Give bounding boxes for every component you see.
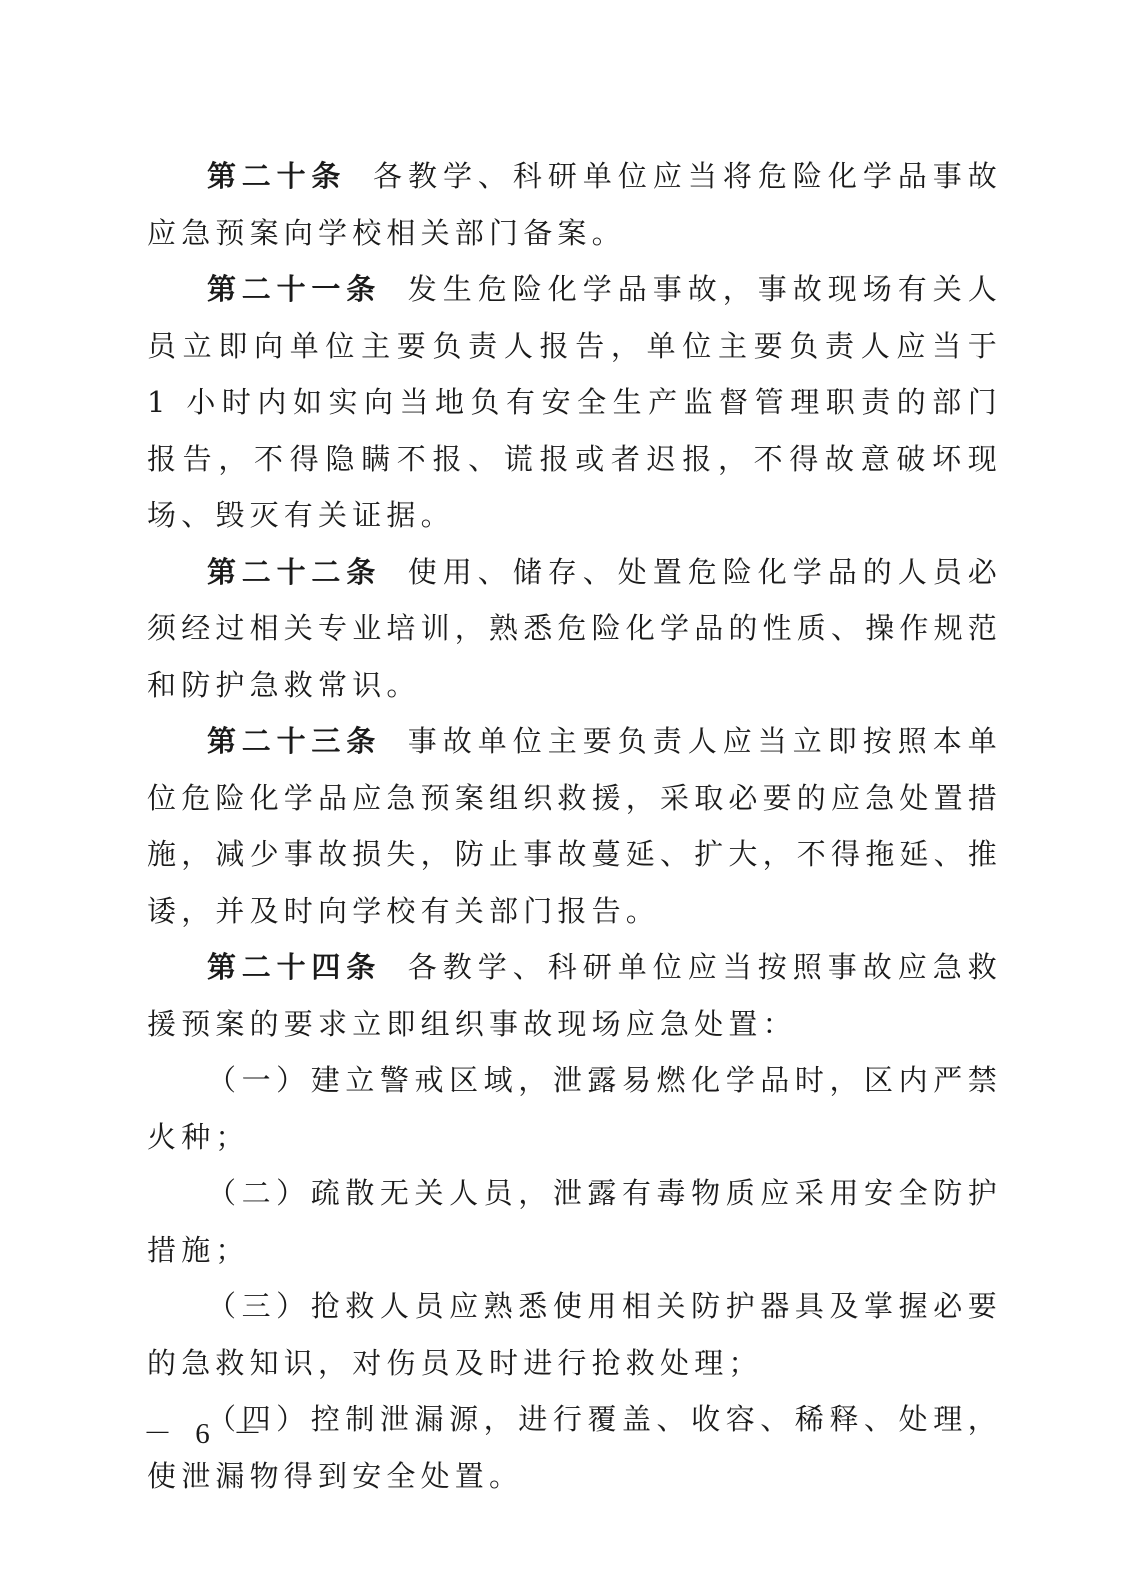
list-item: （一）建立警戒区域，泄露易燃化学品时，区内严禁火种；: [147, 1063, 1002, 1154]
article-text: 使用、储存、处置危险化学品的人员必须经过相关专业培训，熟悉危险化学品的性质、操作规范和防护急救常识。: [147, 554, 1003, 702]
document-body: [147, 148, 1002, 1504]
article-24: [147, 939, 1002, 1052]
article-23: [147, 713, 1002, 939]
article-number: 第二十二条: [207, 554, 381, 589]
article-20: [147, 148, 1002, 261]
list-item: （四）控制泄漏源，进行覆盖、收容、稀释、处理，使泄漏物得到安全处置。: [147, 1402, 1002, 1493]
list-item: （二）疏散无关人员，泄露有毒物质应采用安全防护措施；: [147, 1176, 1002, 1267]
article-text: 各教学、科研单位应当按照事故应急救援预案的要求立即组织事故现场应急处置：: [147, 950, 1002, 1041]
article-text: 各教学、科研单位应当将危险化学品事故应急预案向学校相关部门备案。: [147, 159, 1002, 250]
article-number: 第二十一条: [207, 272, 381, 306]
article-text: 事故单位主要负责人应当立即按照本单位危险化学品应急预案组织救援，采取必要的应急处置措施，减少事故损失，防止事故蔓延、扩大，不得拖延、推诿，并及时向学校有关部门报告。: [147, 724, 1003, 928]
article-text: 发生危险化学品事故，事故现场有关人员立即向单位主要负责人报告，单位主要负责人应当于 1 小时内如实向当地负有安全生产监督管理职责的部门报告，不得隐瞒不报、谎报或者迟报，不得故意破坏现场、毁灭有关证据。: [147, 272, 1002, 532]
article-number: 第二十四条: [207, 950, 381, 984]
article-22: [147, 544, 1002, 714]
article-21: [147, 261, 1002, 544]
article-number: 第二十三条: [207, 724, 381, 758]
page-number: － 6 －: [143, 1418, 271, 1450]
article-number: 第二十条: [207, 159, 347, 193]
list-item: （三）抢救人员应熟悉使用相关防护器具及掌握必要的急救知识，对伤员及时进行抢救处理；: [147, 1289, 1002, 1380]
